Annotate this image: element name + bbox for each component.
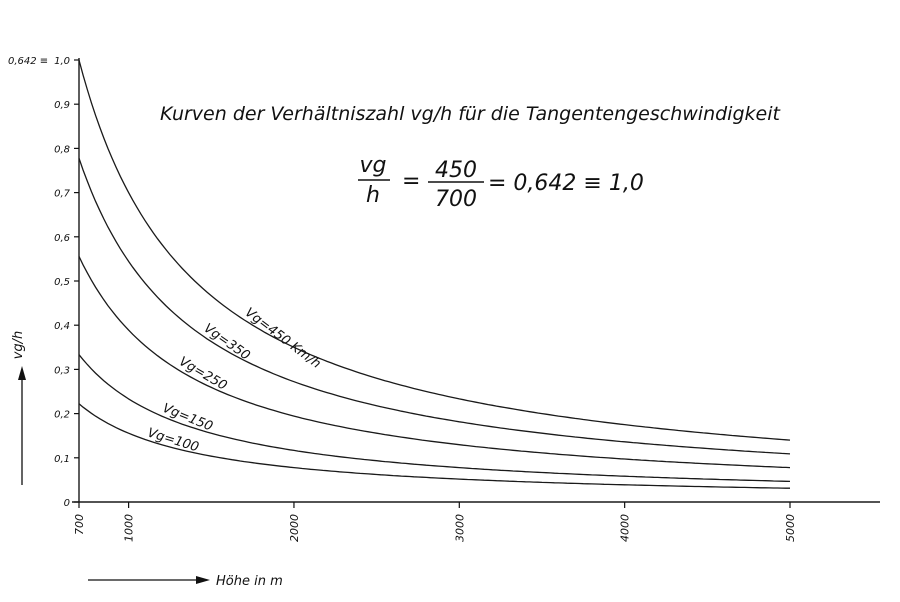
y-tick-label: 0,1 bbox=[54, 453, 70, 465]
x-tick-label: 5000 bbox=[784, 514, 797, 542]
x-axis-arrow-icon bbox=[196, 576, 210, 584]
y-tick-label: 0,2 bbox=[54, 409, 70, 421]
y-tick-label: 0,9 bbox=[54, 100, 70, 112]
y-tick-label: 0,7 bbox=[54, 188, 70, 200]
equation-numerator: 450 bbox=[435, 158, 477, 183]
x-ticks bbox=[73, 502, 797, 542]
y-axis-label: vg/h bbox=[11, 330, 26, 360]
x-axis-title bbox=[88, 574, 283, 589]
y-axis-title bbox=[11, 331, 26, 485]
equation-lhs-numerator: vg bbox=[359, 153, 387, 178]
y-tick-label: 0,4 bbox=[54, 321, 70, 333]
equation-result: = 0,642 ≡ 1,0 bbox=[488, 171, 644, 196]
y-tick-label: 0,3 bbox=[54, 365, 70, 377]
x-tick-label: 1000 bbox=[122, 514, 136, 542]
series-label-vg100: Vg=100 bbox=[145, 425, 201, 456]
equation-denominator: 700 bbox=[435, 187, 477, 212]
series-label-vg150: Vg=150 bbox=[160, 400, 215, 435]
x-axis-label: Höhe in m bbox=[216, 574, 283, 589]
y-tick-label: 1,0 bbox=[54, 56, 70, 67]
chart-title: Kurven der Verhältniszahl vg/h für die Tangentengeschwindigkeit bbox=[160, 103, 780, 125]
x-tick-label: 2000 bbox=[287, 514, 301, 542]
series-label-vg450: Vg=450 Km/h bbox=[241, 305, 324, 372]
series-label-vg350: Vg=350 bbox=[200, 320, 253, 364]
equation bbox=[358, 153, 644, 212]
y-ticks bbox=[54, 56, 79, 509]
y-tick-label: 0,6 bbox=[54, 232, 70, 244]
x-tick-label: 4000 bbox=[618, 514, 632, 542]
x-tick-label: 3000 bbox=[453, 514, 467, 542]
series-label-vg250: Vg=250 bbox=[176, 354, 230, 394]
x-tick-label: 700 bbox=[73, 514, 86, 535]
y-tick-label: 0,5 bbox=[54, 277, 70, 288]
y-tick-label: 0,8 bbox=[54, 144, 70, 156]
equation-equals: = bbox=[402, 169, 421, 194]
y-axis-arrow-icon bbox=[18, 366, 26, 380]
y-top-annotation: 0,642 ≡ bbox=[8, 56, 49, 67]
curve-labels bbox=[146, 305, 324, 455]
y-tick-label: 0 bbox=[63, 498, 70, 509]
equation-lhs-denominator: h bbox=[366, 183, 380, 208]
